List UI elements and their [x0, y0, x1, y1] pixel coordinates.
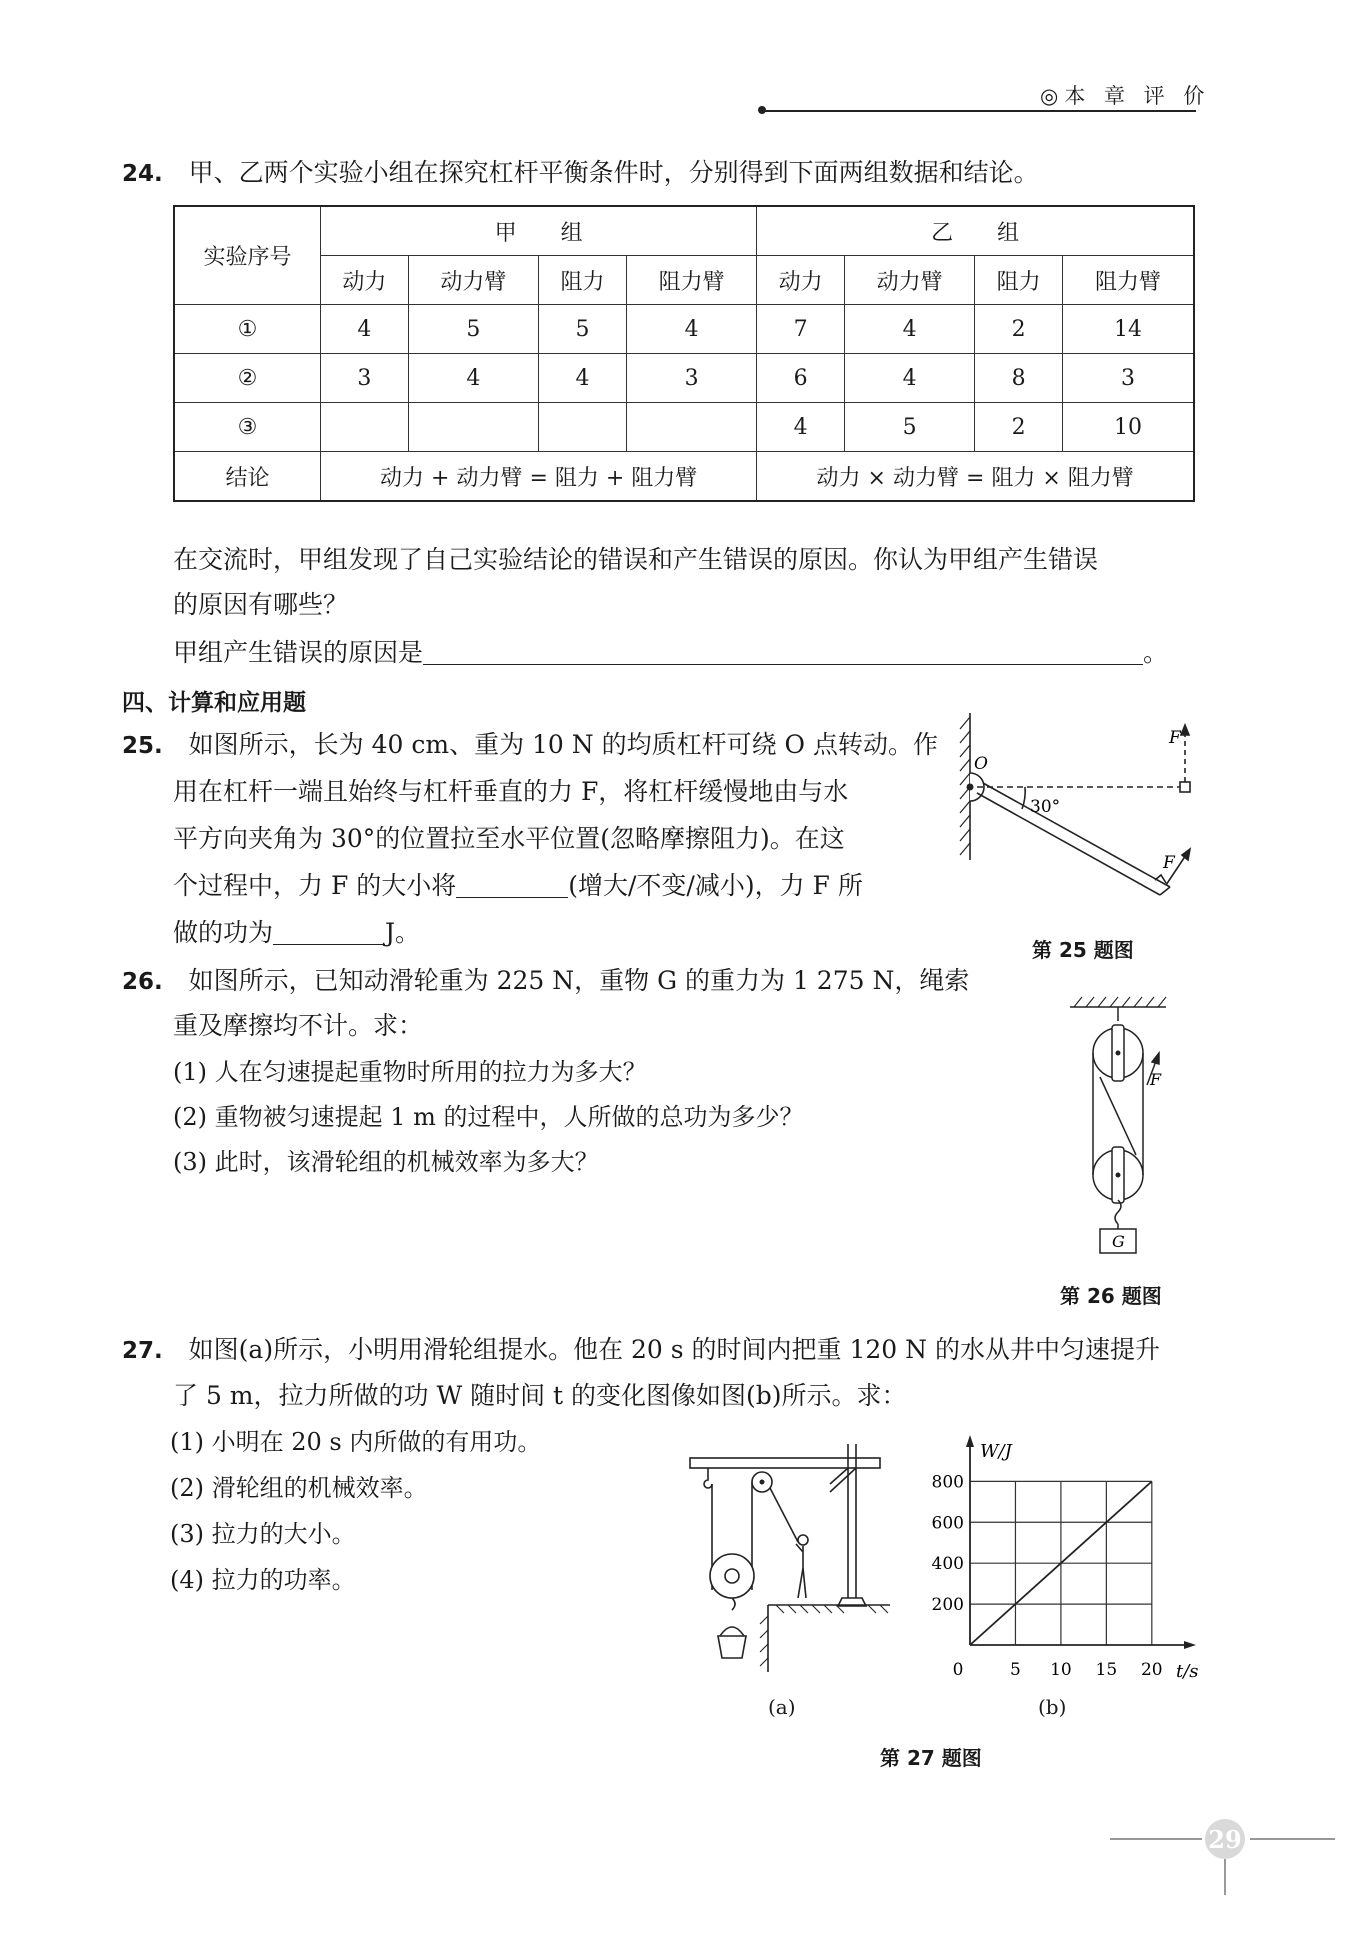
conclusion-b: 动力 × 动力臂 = 阻力 × 阻力臂	[757, 452, 1194, 502]
table-row	[174, 354, 1194, 403]
row-label: ③	[174, 403, 321, 452]
q27-item: (1) 小明在 20 s 内所做的有用功。	[170, 1428, 542, 1456]
q25-line1	[122, 722, 938, 769]
x-tick-label: 20	[1140, 1660, 1163, 1680]
q25-lever-figure	[950, 705, 1200, 925]
table-row	[174, 305, 1194, 354]
q25-label-O: O	[974, 754, 988, 774]
q25-caption: 第 25 题图	[1032, 938, 1134, 962]
q26-number: 26.	[122, 969, 163, 995]
y-tick-label: 800	[931, 1472, 964, 1493]
table-cell: 3	[1062, 354, 1194, 403]
table-cell: 10	[1062, 403, 1194, 452]
q27-figure-a-label: (a)	[768, 1695, 796, 1719]
group-b-header: 乙 组	[757, 206, 1194, 256]
q24-text-line1: 在交流时，甲组发现了自己实验结论的错误和产生错误的原因。你认为甲组产生错误	[173, 545, 1099, 574]
q27-text: 如图(a)所示，小明用滑轮组提水。他在 20 s 的时间内把重 120 N 的水从井中匀速提升	[188, 1335, 1160, 1364]
table-row	[174, 403, 1194, 452]
q25-line2: 用在杠杆一端且始终与杠杆垂直的力 F，将杠杆缓慢地由与水	[173, 777, 849, 806]
table-cell: 3	[321, 354, 409, 403]
table-cell: 5	[539, 305, 627, 354]
q27-figure-b-label: (b)	[1038, 1695, 1067, 1719]
q27-item: (3) 拉力的大小。	[170, 1520, 356, 1548]
q26-line2: 重及摩擦均不计。求：	[173, 1011, 424, 1040]
table-cell: 4	[321, 305, 409, 354]
x-axis-label: t/s	[1176, 1661, 1199, 1682]
table-cell: 4	[626, 305, 757, 354]
y-axis-arrow	[966, 1435, 974, 1447]
table-row	[174, 452, 1194, 502]
col-header: 阻力	[975, 256, 1063, 305]
y-tick-label: 600	[931, 1513, 964, 1534]
q24-number: 24.	[122, 161, 163, 187]
x-tick-label: 0	[952, 1660, 964, 1680]
col-header: 动力	[321, 256, 409, 305]
header-rule	[764, 110, 1196, 112]
q27-well-figure	[680, 1440, 900, 1680]
y-axis-label: W/J	[980, 1441, 1012, 1462]
q24-answer-line	[173, 630, 1168, 675]
q24-text-line2: 的原因有哪些？	[173, 590, 349, 619]
q25-line4-tail: (增大/不变/减小)，力 F 所	[568, 871, 863, 900]
q25-blank-2[interactable]	[273, 916, 385, 945]
q25-blank-1[interactable]	[456, 869, 568, 898]
page-number: 29	[1208, 1825, 1242, 1854]
q26-caption: 第 26 题图	[1060, 1284, 1162, 1308]
col-header: 动力	[757, 256, 845, 305]
table-cell: 14	[1062, 305, 1194, 354]
header-rule-dot	[758, 106, 766, 114]
q27-wt-chart	[920, 1435, 1200, 1695]
q24-data-table	[173, 205, 1195, 502]
q25-number: 25.	[122, 733, 163, 759]
q24-answer-blank[interactable]	[423, 636, 1143, 665]
row-header-cell: 实验序号	[174, 206, 321, 305]
table-cell	[626, 403, 757, 452]
page-number-ornament	[1110, 1815, 1335, 1895]
y-tick-label: 400	[931, 1554, 964, 1575]
q26-item: (2) 重物被匀速提起 1 m 的过程中，人所做的总功为多少？	[173, 1103, 804, 1131]
q26-label-F: F	[1150, 1070, 1162, 1089]
col-header: 阻力臂	[1062, 256, 1194, 305]
q25-line5	[173, 910, 420, 955]
q25-line5-tail: J。	[385, 918, 421, 947]
x-axis-arrow	[1184, 1641, 1196, 1649]
q26-line1	[122, 958, 969, 1005]
q27-number: 27.	[122, 1338, 163, 1364]
q24-stem-line	[122, 150, 1039, 197]
table-cell: 4	[757, 403, 845, 452]
table-cell: 4	[539, 354, 627, 403]
q25-label-F-bottom: F	[1163, 853, 1175, 873]
q27-item: (2) 滑轮组的机械效率。	[170, 1474, 428, 1502]
q27-line2: 了 5 m，拉力所做的功 W 随时间 t 的变化图像如图(b)所示。求：	[173, 1381, 907, 1410]
x-tick-label: 10	[1050, 1660, 1072, 1680]
table-cell: 3	[626, 354, 757, 403]
table-cell: 5	[408, 305, 539, 354]
q24-stem: 甲、乙两个实验小组在探究杠杆平衡条件时，分别得到下面两组数据和结论。	[188, 158, 1039, 187]
q26-pulley-figure	[1060, 995, 1180, 1255]
table-cell	[321, 403, 409, 452]
section-title: 四、计算和应用题	[122, 690, 306, 716]
x-tick-label: 5	[1010, 1660, 1021, 1680]
table-cell: 2	[975, 403, 1063, 452]
table-cell: 4	[844, 305, 974, 354]
table-cell: 4	[844, 354, 974, 403]
q25-label-F-top: F	[1169, 728, 1181, 748]
table-cell	[539, 403, 627, 452]
group-a-header: 甲 组	[321, 206, 757, 256]
q26-item: (3) 此时，该滑轮组的机械效率为多大？	[173, 1148, 599, 1176]
q26-item: (1) 人在匀速提起重物时所用的拉力为多大？	[173, 1058, 647, 1086]
col-header: 阻力	[539, 256, 627, 305]
col-header: 动力臂	[408, 256, 539, 305]
q25-line5-text: 做的功为	[173, 918, 274, 947]
q25-line4-text: 个过程中，力 F 的大小将	[173, 871, 457, 900]
q24-answer-end: 。	[1143, 638, 1169, 667]
table-cell: 2	[975, 305, 1063, 354]
col-header: 阻力臂	[626, 256, 757, 305]
table-cell: 4	[408, 354, 539, 403]
table-cell	[408, 403, 539, 452]
q25-line4	[173, 863, 863, 908]
table-cell: 6	[757, 354, 845, 403]
q24-answer-prompt: 甲组产生错误的原因是	[173, 638, 424, 667]
row-label: ①	[174, 305, 321, 354]
q27-item: (4) 拉力的功率。	[170, 1566, 356, 1594]
q27-line1	[122, 1327, 1160, 1374]
conclusion-label: 结论	[174, 452, 321, 502]
row-label: ②	[174, 354, 321, 403]
y-tick-label: 200	[931, 1595, 964, 1616]
section-label: ◎本 章 评 价	[1040, 84, 1211, 108]
q25-text: 如图所示，长为 40 cm、重为 10 N 的均质杠杆可绕 O 点转动。作	[188, 730, 938, 759]
table-cell: 8	[975, 354, 1063, 403]
q26-text: 如图所示，已知动滑轮重为 225 N，重物 G 的重力为 1 275 N，绳索	[188, 966, 970, 995]
x-tick-label: 15	[1095, 1660, 1118, 1680]
table-cell: 5	[844, 403, 974, 452]
table-cell: 7	[757, 305, 845, 354]
q25-line3: 平方向夹角为 30°的位置拉至水平位置(忽略摩擦阻力)。在这	[173, 824, 845, 853]
col-header: 动力臂	[844, 256, 974, 305]
q25-angle-label: 30°	[1030, 797, 1061, 817]
q26-label-G: G	[1112, 1232, 1125, 1251]
conclusion-a: 动力 + 动力臂 = 阻力 + 阻力臂	[321, 452, 757, 502]
q27-caption: 第 27 题图	[880, 1746, 982, 1770]
